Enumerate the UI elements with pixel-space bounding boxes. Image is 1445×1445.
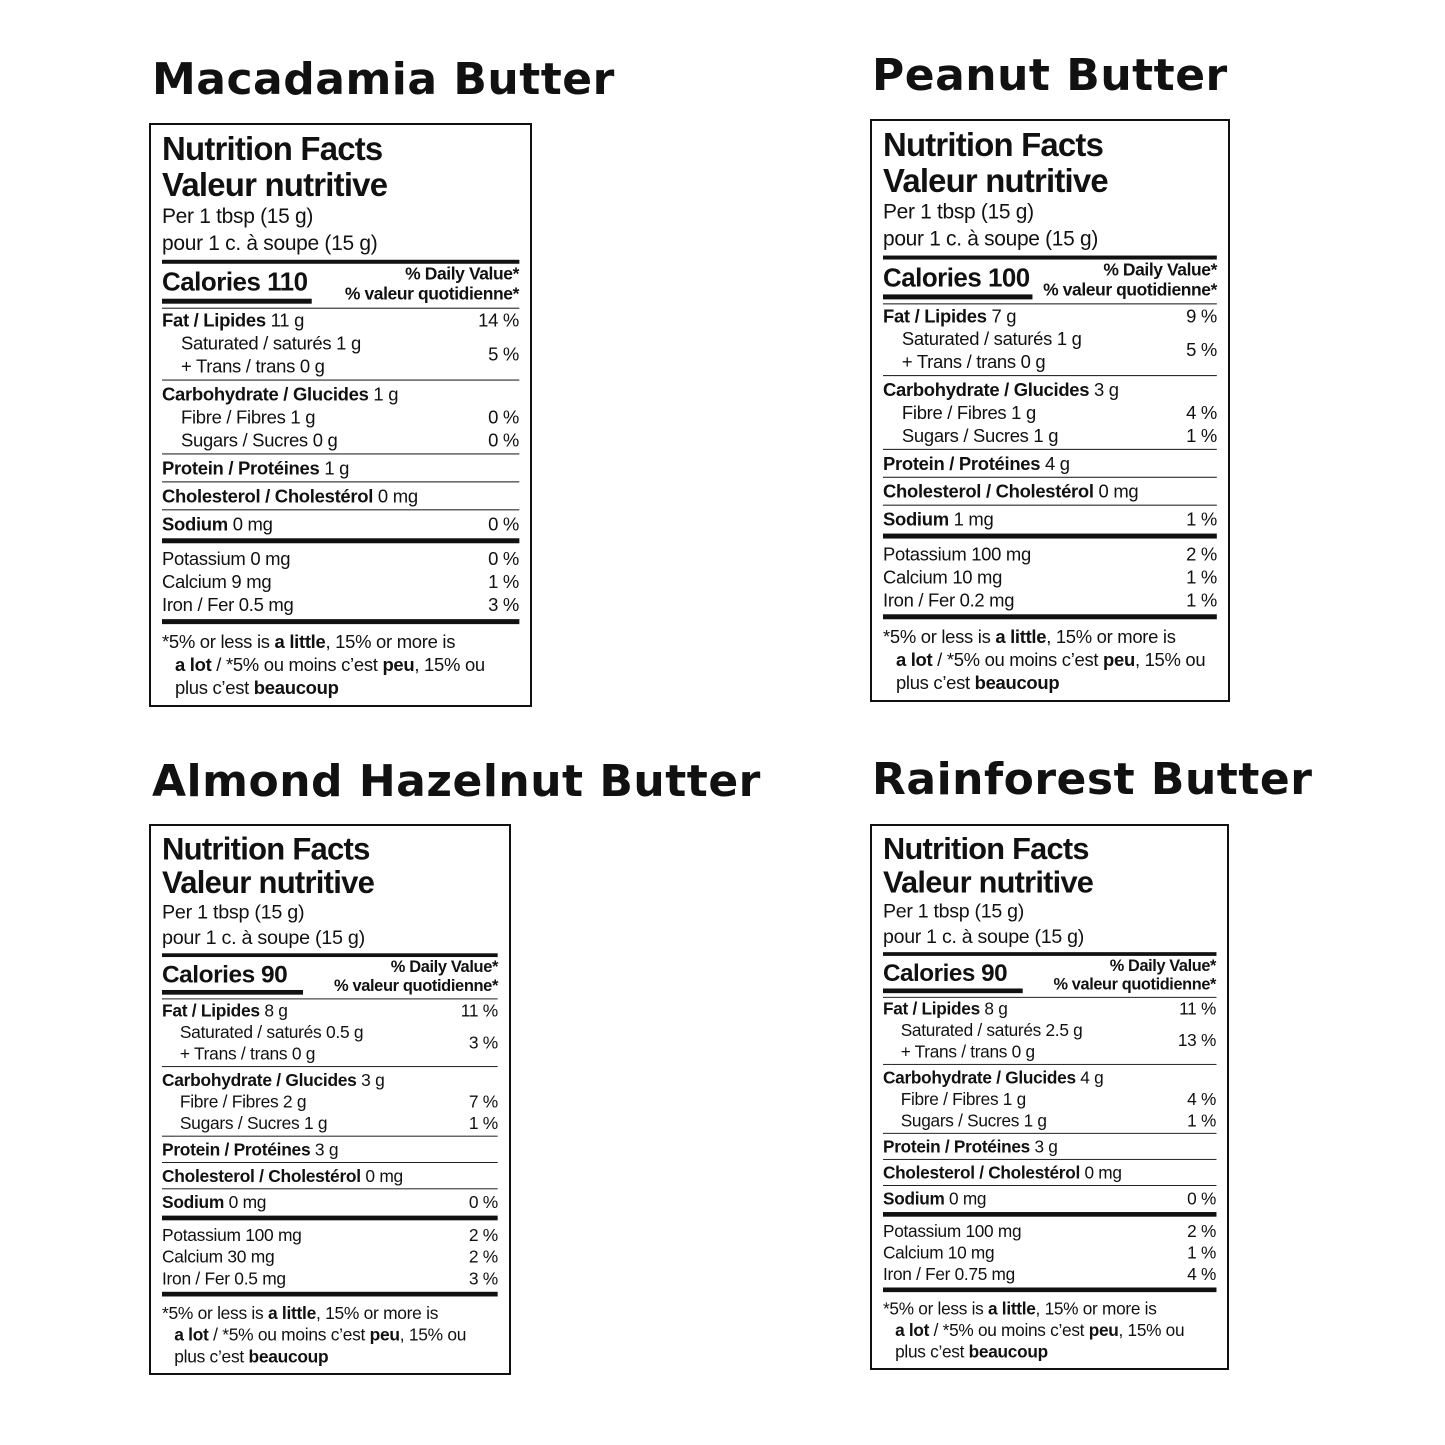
nutrient-label: Cholesterol / Cholestérol [883,480,1094,502]
footnote-bold: a lot [174,1324,209,1345]
nutrient-label: + Trans / trans [901,351,1016,373]
divider [883,1185,1216,1186]
iron-row [883,1263,1216,1284]
footnote-text: plus c’est [174,677,254,699]
nutrient-label: Iron / Fer [883,589,955,611]
nutrient-amount: 0 mg [944,1188,987,1209]
label-title-en: Nutrition Facts [883,126,1104,163]
cholesterol-row [883,1162,1216,1183]
nutrient-amount: 1 g [1006,402,1036,423]
nutrient-amount: 1 g [299,1113,328,1133]
nutrient-dv: 1 % [1186,424,1217,446]
footnote-text: , 15% ou [399,1324,467,1345]
sugars-row [162,428,519,451]
nutrient-label: Fibre / Fibres [900,1089,999,1109]
nutrient-label: Fat / Lipides [162,309,266,331]
nutrient-label: Carbohydrate / Glucides [883,1067,1076,1088]
footnote-bold: a little [267,1303,316,1323]
nutrient-amount: 3 g [310,1139,339,1160]
daily-value-header [1054,956,1216,993]
nutrient-label: Calcium [883,566,948,588]
sugars-row [883,424,1217,447]
cholesterol-row [162,1165,498,1187]
potassium-row [883,1220,1216,1241]
footnote-text: plus c’est [174,1346,249,1367]
daily-value-header [1043,260,1217,300]
product-title: Peanut Butter [872,50,1228,101]
nutrient-label: Carbohydrate / Glucides [162,1069,357,1090]
fat-row [162,309,519,332]
nutrient-label: Sugars / Sucres [901,424,1029,446]
footnote [883,1296,1216,1362]
footnote-bold: a little [995,626,1047,648]
divider [162,1066,498,1067]
nutrient-dv: 14 % [478,309,519,331]
footnote-text: / *5% ou moins c’est [932,649,1104,671]
sat-trans-row [883,1019,1216,1062]
nutrient-amount: 100 mg [240,1225,302,1245]
label-content [883,832,1216,1362]
nutrient-label: Protein / Protéines [162,457,320,479]
sat-trans-row [883,327,1217,373]
nutrient-dv: 13 % [1177,1030,1216,1050]
nutrient-dv: 4 % [1186,402,1217,423]
cholesterol-row [162,484,519,507]
nutrient-label: Cholesterol / Cholestérol [883,1162,1080,1183]
nutrient-label: Sugars / Sucres [900,1110,1020,1131]
nutrient-label: Saturated / saturés [900,1020,1041,1040]
divider [883,1159,1216,1160]
product-almond-hazelnut [152,756,761,807]
nutrient-label: Sodium [883,508,949,530]
nutrient-dv: 0 % [488,548,519,570]
nutrient-dv: 5 % [1186,339,1217,361]
product-peanut [872,50,1228,101]
calories-row [883,260,1217,300]
nutrient-label: Iron / Fer [162,1268,230,1289]
daily-value-header [334,957,498,995]
calories-bar [883,988,1023,993]
nutrient-amount: 2.5 g [1040,1020,1083,1040]
iron-row [162,1267,498,1289]
fat-row [162,999,498,1021]
nutrient-dv: 0 % [468,1192,498,1212]
nutrient-dv: 11 % [460,1000,498,1021]
divider [883,477,1217,478]
nutrient-dv: 3 % [468,1032,498,1053]
nutrient-amount: 11 g [265,309,305,331]
serving-size-fr: pour 1 c. à soupe (15 g) [162,926,365,949]
nutrient-amount: 0 mg [227,513,273,535]
nutrient-label: Calcium [883,1242,944,1263]
nutrient-label: + Trans / trans [180,355,296,377]
nutrient-dv: 4 % [1187,1089,1216,1109]
footnote-bold: a lot [895,1320,930,1340]
footnote-text: *5% or less is [162,1303,268,1323]
footnote [162,1300,498,1367]
nutrient-dv: 5 % [488,343,519,365]
nutrient-amount: 4 g [1075,1067,1104,1088]
nutrient-amount: 0.75 mg [950,1264,1015,1284]
calories: Calories 90 [162,959,288,989]
potassium-row [883,543,1217,566]
divider [883,375,1217,376]
sodium-row [883,508,1217,531]
nutrient-label: Saturated / saturés [180,332,332,354]
nutrient-amount: 1 g [1052,328,1082,350]
label-title-en: Nutrition Facts [883,831,1089,866]
nutrient-amount: 0.2 mg [954,589,1015,611]
divider [162,481,519,482]
sodium-row [162,1191,498,1213]
calories-bar [162,990,303,995]
nutrient-label: Fat / Lipides [883,998,980,1019]
nutrient-amount: 2 g [278,1091,307,1112]
nutrient-amount: 0.5 g [321,1021,364,1042]
protein-row [883,1136,1216,1157]
nutrient-label: Protein / Protéines [883,1136,1030,1157]
divider-thick [162,1292,498,1297]
nutrient-dv: 1 % [488,571,519,593]
footnote-text: / *5% ou moins c’est [929,1320,1089,1340]
footnote-bold: a lot [895,649,933,671]
sat-trans-row [162,332,519,378]
protein-row [883,452,1217,475]
cholesterol-row [883,480,1217,503]
nutrient-label: Sugars / Sucres [180,429,308,451]
nutrient-label: Sodium [162,1192,225,1212]
divider-thick [883,1287,1216,1292]
dv-header-en: % Daily Value* [1103,259,1217,280]
divider [883,449,1217,450]
nutrient-amount: 1 g [285,406,316,428]
footnote-bold: a little [987,1298,1036,1319]
divider-thick [883,534,1217,539]
nutrient-label: Fat / Lipides [883,305,987,327]
nutrient-label: Potassium [162,548,246,570]
footnote-bold: peu [1088,1320,1119,1340]
footnote-bold: peu [382,654,415,676]
nutrient-amount: 1 g [319,457,350,479]
sugars-row [162,1112,498,1134]
calcium-row [162,570,519,593]
nutrient-dv: 0 % [488,429,519,451]
dv-header-en: % Daily Value* [1109,955,1216,975]
serving-size-fr: pour 1 c. à soupe (15 g) [162,231,378,255]
nutrient-dv: 1 % [1186,589,1217,611]
potassium-row [162,1224,498,1246]
footnote-bold: a little [274,631,326,653]
nutrient-amount: 10 mg [943,1242,995,1263]
nutrient-amount: 0 g [287,1043,316,1064]
product-rainforest [872,754,1313,805]
label-content [883,127,1217,694]
label-content [162,832,498,1367]
nutrient-amount: 3 g [1029,1136,1058,1157]
label-title-en: Nutrition Facts [162,831,370,866]
serving-size-fr: pour 1 c. à soupe (15 g) [883,227,1099,251]
nutrient-amount: 0 mg [1079,1162,1122,1183]
divider [883,505,1217,506]
divider [162,1188,498,1189]
nutrient-dv: 1 % [1187,1242,1216,1263]
divider [162,1136,498,1137]
divider [162,509,519,510]
nutrient-dv: 1 % [1186,566,1217,588]
footnote-text: , 15% ou [1134,649,1206,671]
sugars-row [883,1110,1216,1131]
footnote-bold: a lot [174,654,212,676]
footnote-text: , 15% ou [414,654,485,676]
nutrient-amount: 0 g [1007,1041,1035,1062]
nutrient-label: Iron / Fer [883,1264,951,1284]
label-title-en: Nutrition Facts [162,130,383,167]
nutrient-amount: 1 g [1019,1110,1047,1131]
divider [883,1064,1216,1065]
sodium-row [883,1188,1216,1209]
divider-thick [883,1212,1216,1217]
calories: Calories 110 [162,266,308,297]
carb-row [162,1069,498,1091]
nutrient-dv: 7 % [468,1091,498,1112]
footnote-text: , 15% ou [1118,1320,1185,1340]
divider-thick [162,538,519,543]
nutrient-amount: 100 mg [966,543,1031,565]
nutrient-amount: 0 mg [1093,480,1139,502]
carb-row [162,383,519,406]
fibre-row [162,1091,498,1113]
nutrient-amount: 3 g [1089,379,1119,401]
dv-header-en: % Daily Value* [405,263,519,284]
label-title-fr: Valeur nutritive [883,161,1108,199]
serving-size-en: Per 1 tbsp (15 g) [162,901,305,924]
nutrient-dv: 0 % [488,406,519,428]
calcium-row [162,1246,498,1268]
nutrient-amount: 100 mg [960,1221,1022,1241]
daily-value-header [345,264,519,304]
nutrient-amount: 8 g [259,1000,288,1021]
nutrient-dv: 11 % [1179,998,1216,1019]
nutrient-dv: 1 % [468,1113,498,1133]
nutrient-label: Protein / Protéines [883,452,1041,474]
nutrient-label: Sugars / Sucres [179,1113,300,1133]
dv-header-fr: % valeur quotidienne* [1043,279,1217,300]
nutrient-dv: 1 % [1186,508,1217,530]
label-title-fr: Valeur nutritive [883,864,1094,900]
nutrient-amount: 0.5 mg [233,594,294,616]
nutrient-label: Sodium [162,513,228,535]
divider-thick [883,614,1217,619]
nutrient-amount: 8 g [979,998,1008,1019]
footnote-text: , 15% or more is [325,631,456,653]
carb-row [883,378,1217,401]
nutrient-label: Protein / Protéines [162,1139,311,1160]
fat-row [883,998,1216,1019]
footnote-text: *5% or less is [883,626,996,648]
nutrient-amount: 0 g [1015,351,1046,373]
nutrient-label: + Trans / trans [900,1041,1008,1062]
serving-size-en: Per 1 tbsp (15 g) [883,200,1034,224]
nutrient-amount: 4 g [1040,452,1070,474]
nutrition-label [870,824,1229,1370]
nutrient-amount: 1 g [331,332,361,354]
nutrient-amount: 7 g [986,305,1017,327]
nutrient-amount: 0 mg [224,1192,267,1212]
nutrient-label: Carbohydrate / Glucides [162,383,369,405]
carb-row [883,1067,1216,1088]
label-title-fr: Valeur nutritive [162,165,388,203]
nutrient-amount: 3 g [356,1069,385,1090]
product-macadamia [152,54,615,105]
footnote-bold: beaucoup [248,1346,329,1367]
nutrient-amount: 0 mg [245,548,291,570]
dv-header-fr: % valeur quotidienne* [1053,974,1216,994]
fibre-row [883,1088,1216,1109]
footnote-text: *5% or less is [883,1298,988,1319]
calories-row [883,956,1216,993]
nutrient-amount: 30 mg [222,1246,275,1267]
nutrient-label: Sodium [883,1188,945,1209]
nutrient-dv: 9 % [1186,305,1217,327]
product-title: Macadamia Butter [152,54,615,105]
fibre-row [883,401,1217,424]
nutrient-label: Calcium [162,571,227,593]
sat-trans-row [162,1021,498,1064]
footnote-bold: peu [369,1324,400,1345]
nutrient-dv: 4 % [1187,1264,1216,1284]
footnote-text: *5% or less is [162,631,275,653]
iron-row [883,588,1217,611]
divider-thick [162,619,519,624]
dv-header-en: % Daily Value* [390,957,498,976]
nutrient-amount: 1 mg [948,508,994,530]
protein-row [162,456,519,479]
product-title: Rainforest Butter [872,754,1313,805]
nutrient-label: Iron / Fer [162,594,234,616]
dv-header-fr: % valeur quotidienne* [333,975,498,995]
footnote [162,628,519,699]
footnote-text: plus c’est [895,672,975,694]
calories-bar [162,299,312,304]
nutrient-amount: 0 g [295,355,325,377]
footnote-bold: beaucoup [968,1341,1048,1362]
footnote-text: , 15% or more is [1035,1298,1157,1319]
nutrient-dv: 2 % [468,1246,498,1267]
calories: Calories 90 [883,958,1008,987]
footnote-bold: beaucoup [253,677,339,699]
footnote-text: plus c’est [895,1341,969,1362]
divider [162,453,519,454]
serving-size-en: Per 1 tbsp (15 g) [162,204,314,228]
nutrition-label [149,123,532,707]
nutrition-label [149,824,511,1375]
nutrient-label: Saturated / saturés [179,1021,322,1042]
footnote-text: , 15% or more is [1046,626,1176,648]
nutrient-amount: 1 g [368,383,399,405]
nutrient-amount: 0.5 mg [229,1268,286,1289]
nutrient-amount: 9 mg [226,571,272,593]
dv-header-fr: % valeur quotidienne* [344,283,519,304]
nutrient-amount: 0 mg [360,1165,403,1186]
nutrient-label: Saturated / saturés [901,328,1053,350]
label-title-fr: Valeur nutritive [162,864,375,900]
nutrient-label: Fat / Lipides [162,1000,260,1021]
calcium-row [883,565,1217,588]
nutrient-label: Cholesterol / Cholestérol [162,485,374,507]
calories-row [162,957,498,995]
nutrient-dv: 0 % [488,513,519,535]
footnote-text: / *5% ou moins c’est [208,1324,370,1345]
serving-size-en: Per 1 tbsp (15 g) [883,900,1024,923]
nutrient-amount: 0 mg [373,485,418,507]
nutrient-amount: 0 g [307,429,338,451]
iron-row [162,593,519,616]
divider-thick [162,1216,498,1221]
nutrient-label: Potassium [162,1225,241,1245]
nutrient-dv: 3 % [468,1268,498,1289]
footnote [883,623,1217,694]
nutrient-label: Calcium [162,1246,223,1267]
divider [883,1133,1216,1134]
nutrient-dv: 0 % [1187,1188,1216,1209]
nutrient-label: Fibre / Fibres [180,406,286,428]
serving-size-fr: pour 1 c. à soupe (15 g) [883,926,1084,948]
nutrient-amount: 1 g [998,1089,1026,1109]
nutrient-amount: 10 mg [947,566,1003,588]
nutrient-dv: 3 % [488,594,519,616]
calories-row [162,264,519,304]
nutrient-label: + Trans / trans [179,1043,288,1064]
footnote-bold: peu [1103,649,1135,671]
nutrient-label: Cholesterol / Cholestérol [162,1165,361,1186]
nutrition-label [870,119,1230,702]
sodium-row [162,512,519,535]
divider [162,380,519,381]
protein-row [162,1139,498,1161]
nutrient-label: Carbohydrate / Glucides [883,379,1090,401]
fat-row [883,304,1217,327]
footnote-text: / *5% ou moins c’est [211,654,383,676]
nutrient-label: Fibre / Fibres [179,1091,279,1112]
nutrient-dv: 2 % [1186,543,1217,565]
nutrient-label: Potassium [883,543,967,565]
nutrient-dv: 2 % [1187,1221,1216,1241]
product-title: Almond Hazelnut Butter [152,756,761,807]
nutrient-dv: 1 % [1187,1110,1216,1131]
footnote-text: , 15% or more is [315,1303,439,1323]
nutrient-dv: 2 % [468,1225,498,1245]
calories: Calories 100 [883,262,1030,293]
divider [162,1162,498,1163]
nutrient-label: Potassium [883,1221,961,1241]
nutrient-amount: 1 g [1028,424,1059,446]
calories-bar [883,294,1032,299]
label-content [162,131,519,699]
footnote-bold: beaucoup [974,672,1060,694]
calcium-row [883,1242,1216,1263]
nutrient-label: Fibre / Fibres [901,402,1007,423]
potassium-row [162,547,519,570]
fibre-row [162,406,519,429]
